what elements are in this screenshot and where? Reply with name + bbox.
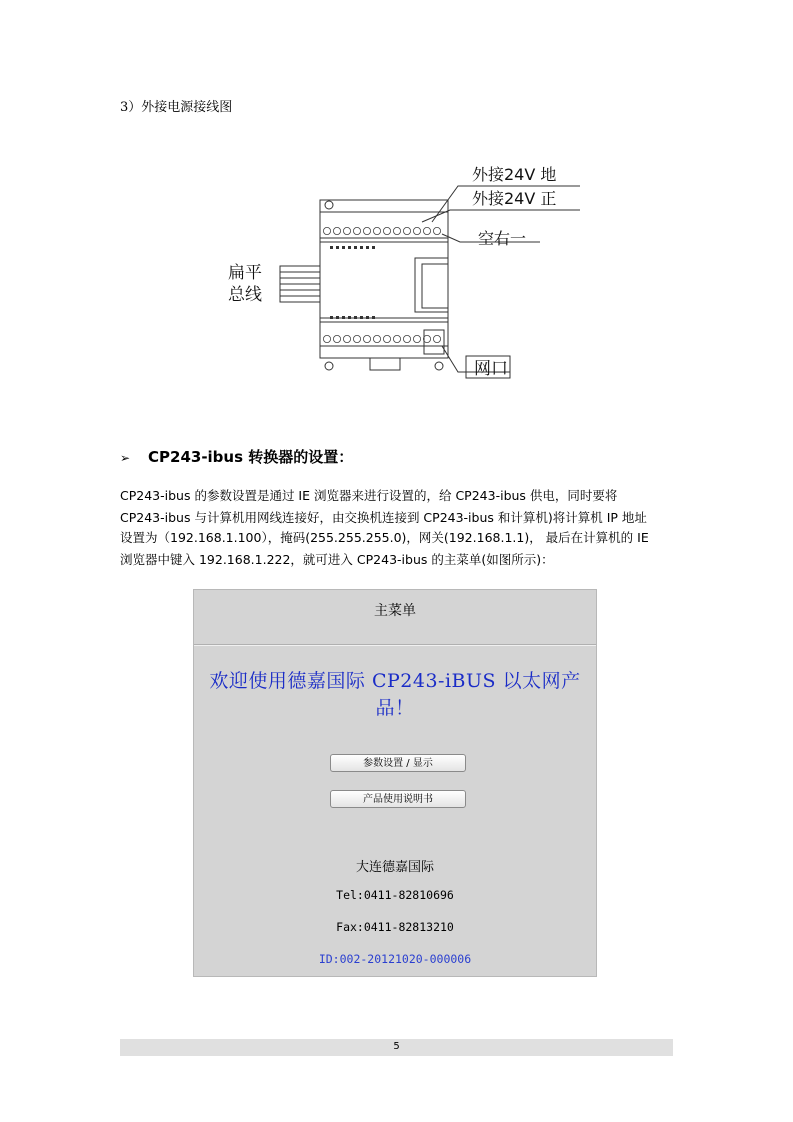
section-title: 3）外接电源接线图 xyxy=(120,100,233,115)
device-id: ID:002-20121020-000006 xyxy=(318,952,472,966)
plc-body xyxy=(320,200,448,358)
menu-divider xyxy=(194,644,596,646)
terminal-pin xyxy=(336,316,339,319)
label-bus-2: 总线 xyxy=(228,285,262,305)
terminal-screw xyxy=(433,335,440,342)
terminal-screw xyxy=(343,227,350,234)
terminal-pin xyxy=(366,246,369,249)
terminal-screw xyxy=(353,335,360,342)
page-number: 5 xyxy=(393,1041,400,1052)
terminal-screw xyxy=(363,227,370,234)
company-name: 大连德嘉国际 xyxy=(355,860,434,875)
terminal-screw xyxy=(383,335,390,342)
paragraph-line: CP243-ibus 与计算机用网线连接好，由交换机连接到 CP243-ibus 和计算机)将计算机 IP 地址 xyxy=(120,510,647,525)
label-bus-1: 扁平 xyxy=(228,263,262,283)
terminal-pin xyxy=(348,316,351,319)
terminal-screw xyxy=(343,335,350,342)
terminal-pin xyxy=(336,246,339,249)
paragraph-line: 浏览器中键入 192.168.1.222，就可进入 CP243-ibus 的主菜单(如图所示)： xyxy=(120,552,554,567)
terminal-screw xyxy=(353,227,360,234)
terminal-screw xyxy=(433,227,440,234)
terminal-screw xyxy=(393,227,400,234)
main-menu-screenshot xyxy=(193,589,597,977)
net-port xyxy=(424,330,444,354)
terminal-screw xyxy=(383,227,390,234)
terminal-screw xyxy=(363,335,370,342)
terminal-screw xyxy=(423,227,430,234)
terminal-pin xyxy=(330,316,333,319)
terminal-screw xyxy=(333,335,340,342)
tel-number: Tel:0411-82810696 xyxy=(336,888,454,902)
terminal-screw xyxy=(393,335,400,342)
terminal-pin xyxy=(348,246,351,249)
terminal-pin xyxy=(360,246,363,249)
params-settings-button[interactable]: 参数设置 / 显示 xyxy=(330,754,466,772)
terminal-pin xyxy=(360,316,363,319)
terminal-screw xyxy=(403,227,410,234)
terminal-screw xyxy=(333,227,340,234)
terminal-screw xyxy=(403,335,410,342)
terminal-pin xyxy=(330,246,333,249)
footer-bar xyxy=(120,1039,673,1056)
terminal-pin xyxy=(342,246,345,249)
label-empty: 空右一 xyxy=(478,229,527,248)
terminal-screw xyxy=(373,227,380,234)
terminal-screw xyxy=(373,335,380,342)
terminal-screw xyxy=(413,335,420,342)
menu-title: 主菜单 xyxy=(374,603,416,619)
label-port: 网口 xyxy=(474,359,508,379)
terminal-pin xyxy=(342,316,345,319)
paragraph-line: 设置为（192.168.1.100），掩码(255.255.255.0)，网关(192.168.1.1)， 最后在计算机的 IE xyxy=(120,530,649,545)
terminal-screw xyxy=(413,227,420,234)
terminal-screw xyxy=(323,335,330,342)
label-positive: 外接24V 正 xyxy=(472,189,557,208)
welcome-banner: 欢迎使用德嘉国际 CP243-iBUS 以太网产品！ xyxy=(209,670,581,719)
terminal-pin xyxy=(366,316,369,319)
bullet-arrow-icon: ➢ xyxy=(120,451,131,465)
product-manual-button[interactable]: 产品使用说明书 xyxy=(330,790,466,808)
paragraph-line: CP243-ibus 的参数设置是通过 IE 浏览器来进行设置的，给 CP243-ibus 供电，同时要将 xyxy=(120,488,618,503)
terminal-pin xyxy=(354,316,357,319)
label-ground: 外接24V 地 xyxy=(472,165,557,184)
terminal-pin xyxy=(372,246,375,249)
terminal-screw xyxy=(323,227,330,234)
terminal-pin xyxy=(354,246,357,249)
fax-number: Fax:0411-82813210 xyxy=(336,920,454,934)
bullet-heading: CP243-ibus 转换器的设置： xyxy=(148,448,354,466)
power-wiring-diagram xyxy=(210,140,610,390)
bullet-heading-row xyxy=(120,446,353,467)
terminal-pin xyxy=(372,316,375,319)
